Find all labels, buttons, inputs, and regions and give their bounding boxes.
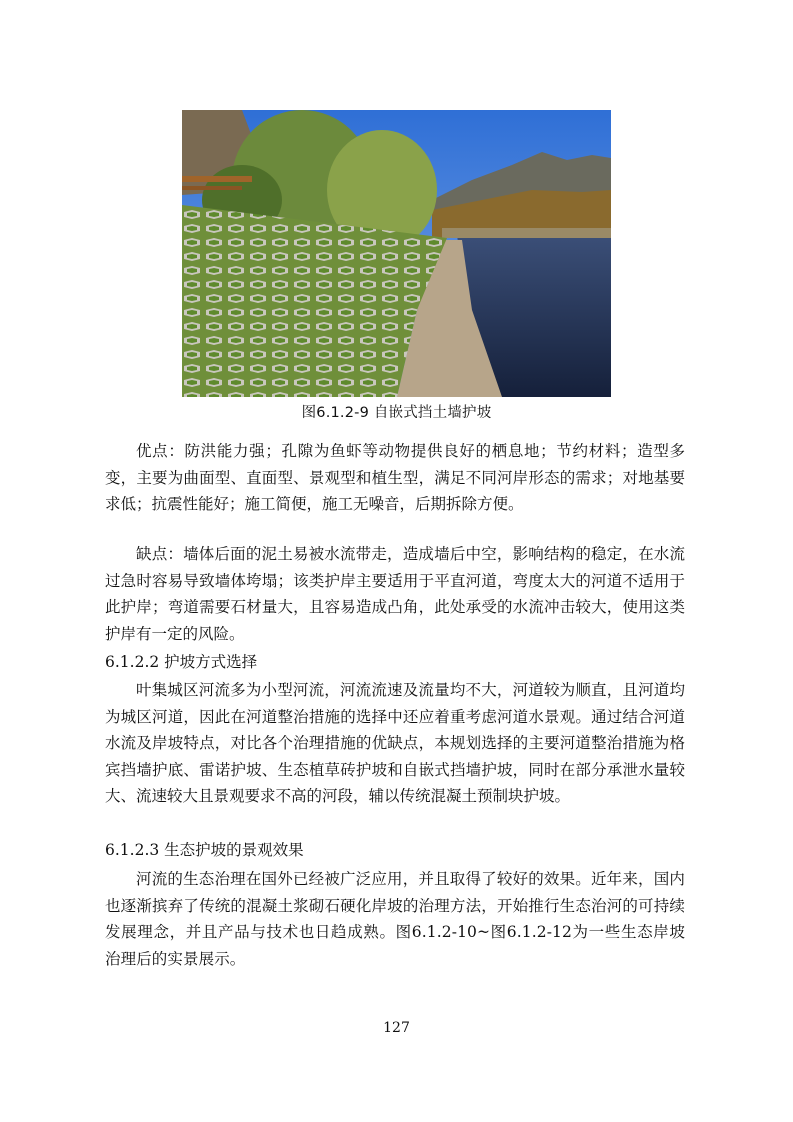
retaining-wall-photo: [182, 110, 611, 397]
section-heading-6123: 6.1.2.3 生态护坡的景观效果: [105, 841, 304, 859]
section-6122-body: 叶集城区河流多为小型河流，河流流速及流量均不大，河道较为顺直，且河道均为城区河道，因此在河道整治措施的选择中还应着重考虑河道水景观。通过结合河道水流及岸坡特点，对比各个治理措施的优缺点，本规划选择的主要河道整治措施为格宾挡墙护底、雷诺护坡、生态植草砖护坡和自嵌式挡墙护坡，同时在部分承泄水量较大、流速较大且景观要求不高的河段，辅以传统混凝土预制块护坡。: [105, 681, 685, 806]
disadvantages-paragraph: 缺点：墙体后面的泥土易被水流带走，造成墙后中空，影响结构的稳定，在水流过急时容易导致墙体垮塌；该类护岸主要适用于平直河道，弯度太大的河道不适用于此护岸；弯道需要石材量大，且容易造成凸角，此处承受的水流冲击较大，使用这类护岸有一定的风险。: [105, 545, 685, 643]
section-heading-6122: 6.1.2.2 护坡方式选择: [105, 653, 258, 671]
page-number: 127: [383, 1020, 410, 1036]
figure-caption: 图6.1.2-9 自嵌式挡土墙护坡: [301, 405, 492, 421]
section-6123-body: 河流的生态治理在国外已经被广泛应用，并且取得了较好的效果。近年来，国内也逐渐摈弃了传统的混凝土浆砌石硬化岸坡的治理方法，开始推行生态治河的可持续发展理念，并且产品与技术也日趋成熟。图6.1.2-10~图6.1.2-12为一些生态岸坡治理后的实景展示。: [105, 870, 685, 968]
advantages-paragraph: 优点：防洪能力强；孔隙为鱼虾等动物提供良好的栖息地；节约材料；造型多变，主要为曲面型、直面型、景观型和植生型，满足不同河岸形态的需求；对地基要求低；抗震性能好；施工简便，施工无噪音，后期拆除方便。: [105, 442, 685, 514]
photo-illustration: [182, 110, 611, 397]
